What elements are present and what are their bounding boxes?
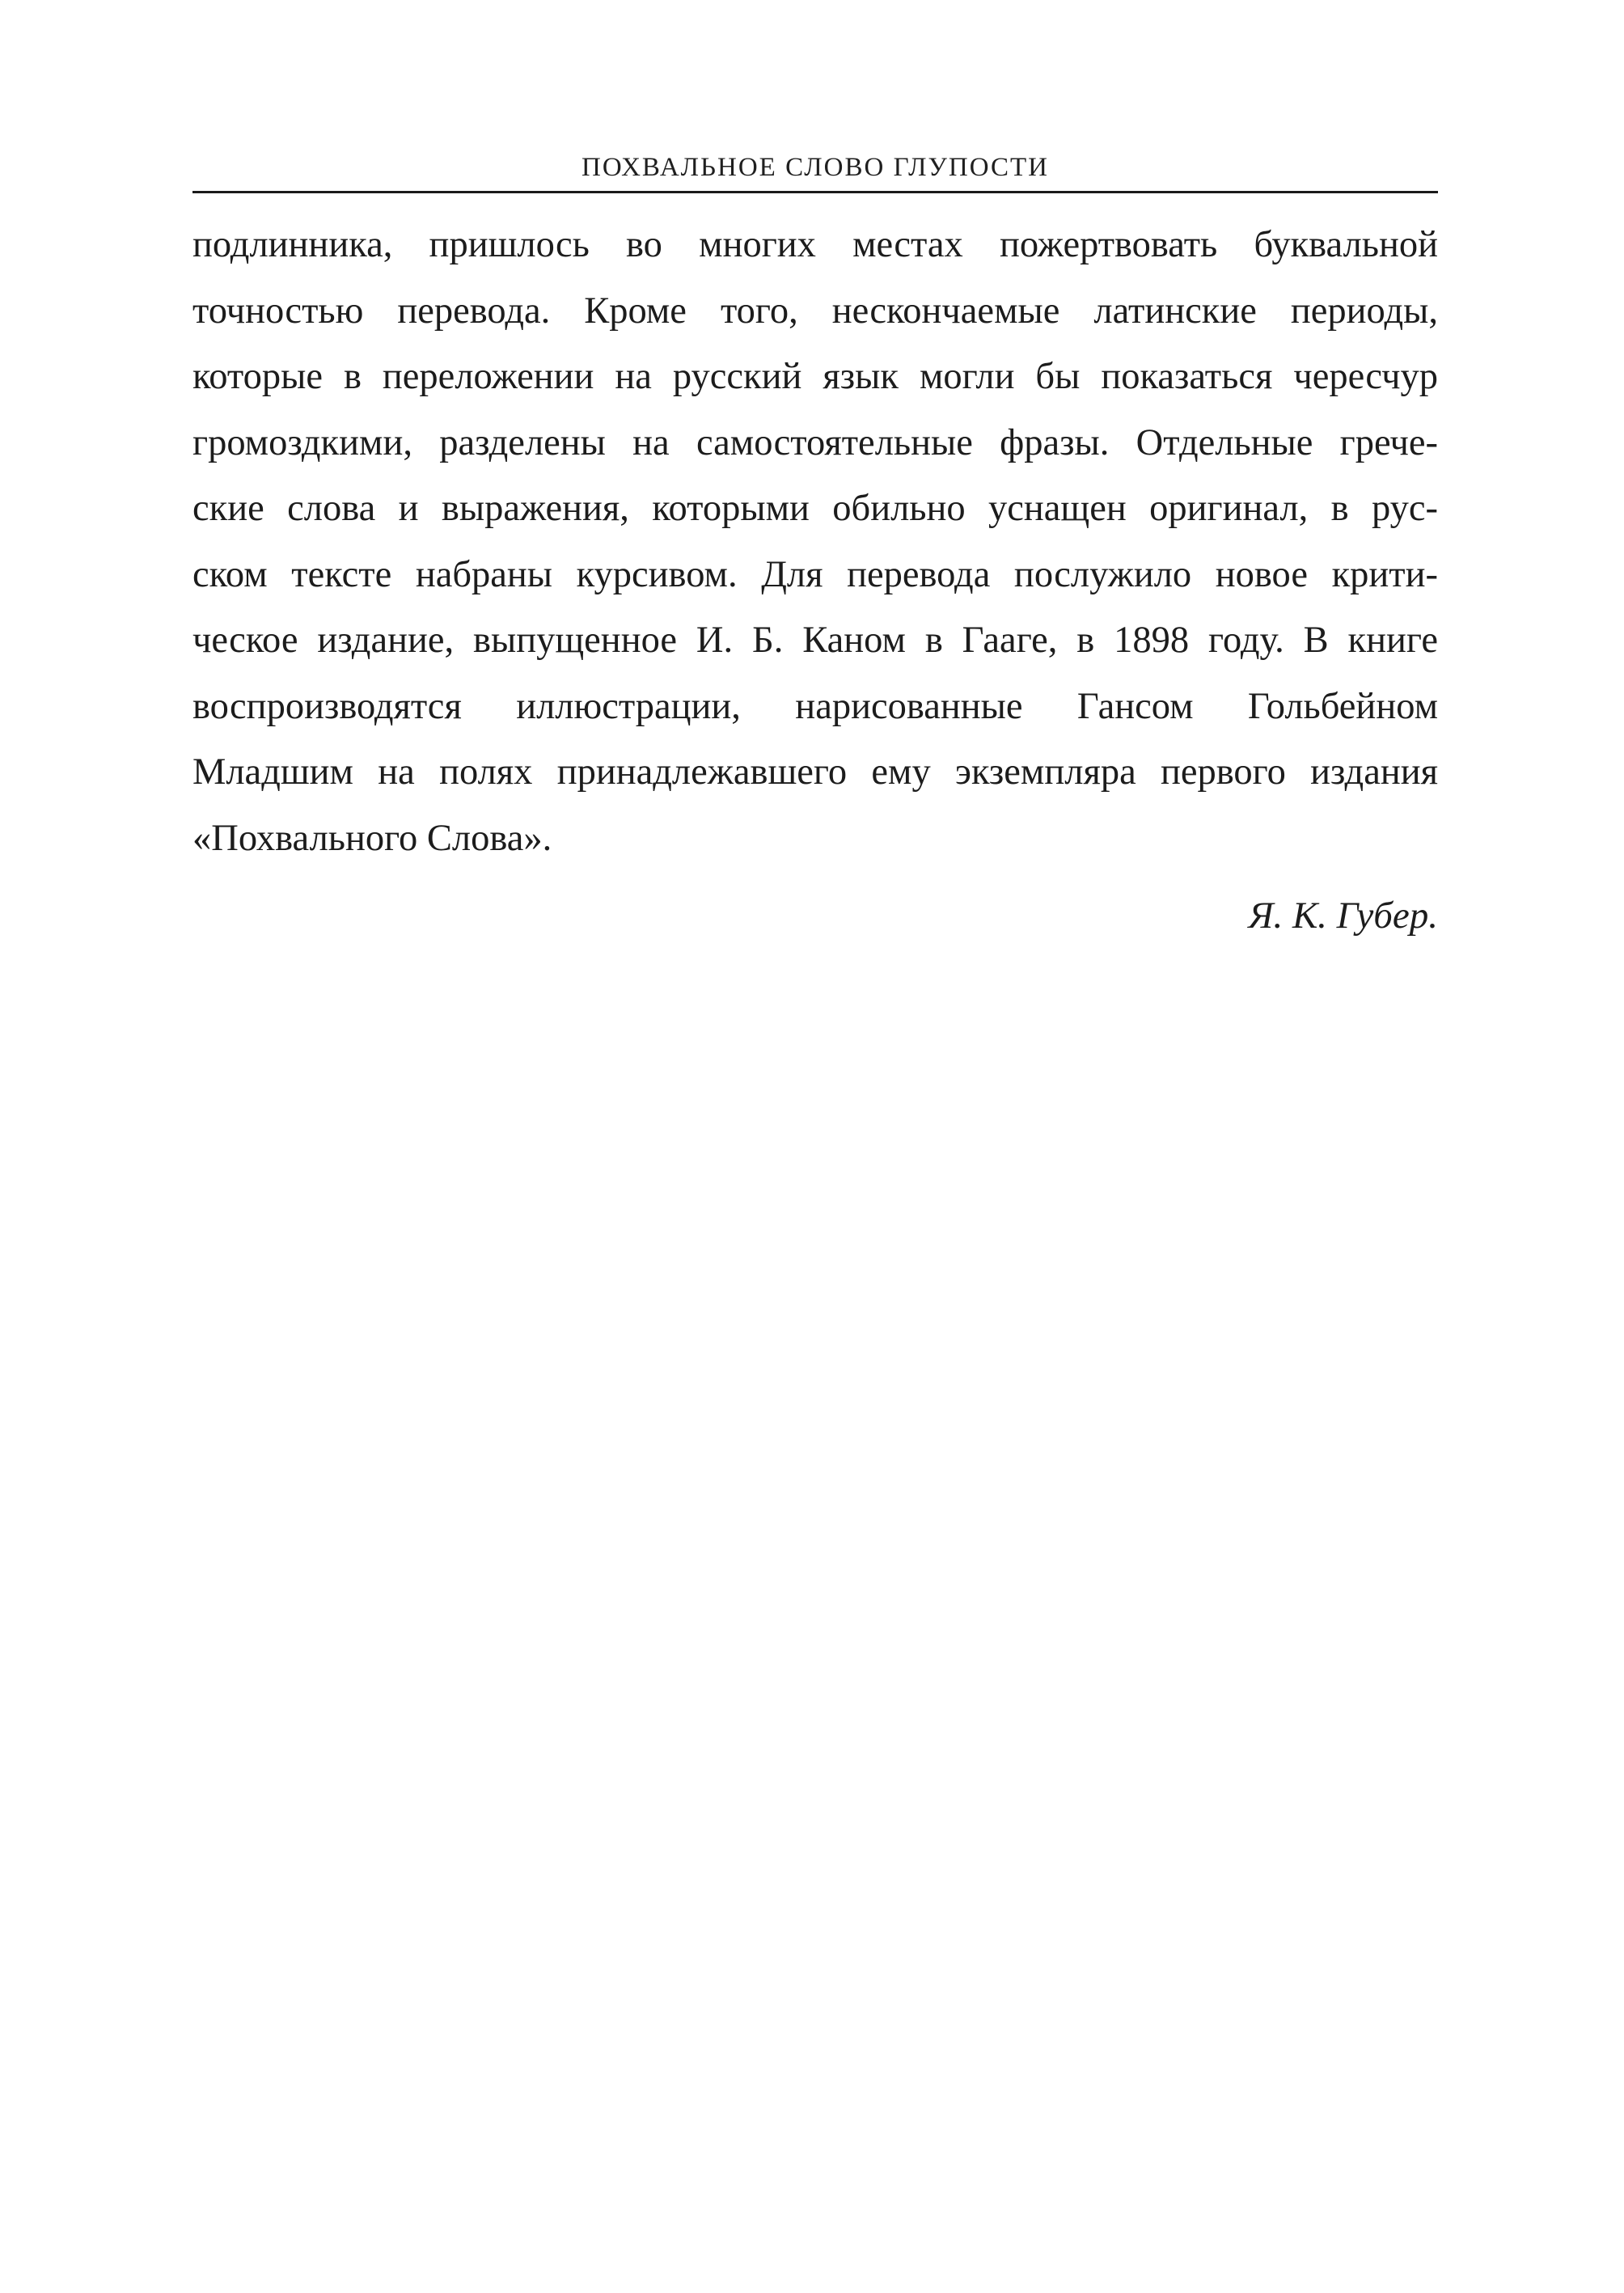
text-line: Младшим на полях принадлежавшего ему экземпляра первого издания	[192, 751, 1438, 793]
running-head: ПОХВАЛЬНОЕ СЛОВО ГЛУПОСТИ	[582, 153, 1049, 182]
body-text	[192, 212, 1438, 871]
text-line: ском тексте набраны курсивом. Для перевода послужило новое крити-	[192, 553, 1438, 595]
translator-signature: Я. К. Губер.	[1248, 895, 1438, 937]
text-line: точностью перевода. Кроме того, нескончаемые латинские периоды,	[192, 290, 1438, 332]
text-line: которые в переложении на русский язык могли бы показаться чересчур	[192, 356, 1438, 397]
text-line: громоздкими, разделены на самостоятельные фразы. Отдельные грече-	[192, 421, 1438, 463]
text-line: «Похвального Слова».	[192, 817, 552, 859]
text-line: воспроизводятся иллюстрации, нарисованные Гансом Гольбейном	[192, 685, 1438, 727]
text-line: подлинника, пришлось во многих местах пожертвовать буквальной	[192, 224, 1438, 265]
text-line: ческое издание, выпущенное И. Б. Каном в Гааге, в 1898 году. В книге	[192, 620, 1438, 661]
header-rule	[192, 191, 1438, 193]
text-line: ские слова и выражения, которыми обильно уснащен оригинал, в рус-	[192, 488, 1438, 529]
